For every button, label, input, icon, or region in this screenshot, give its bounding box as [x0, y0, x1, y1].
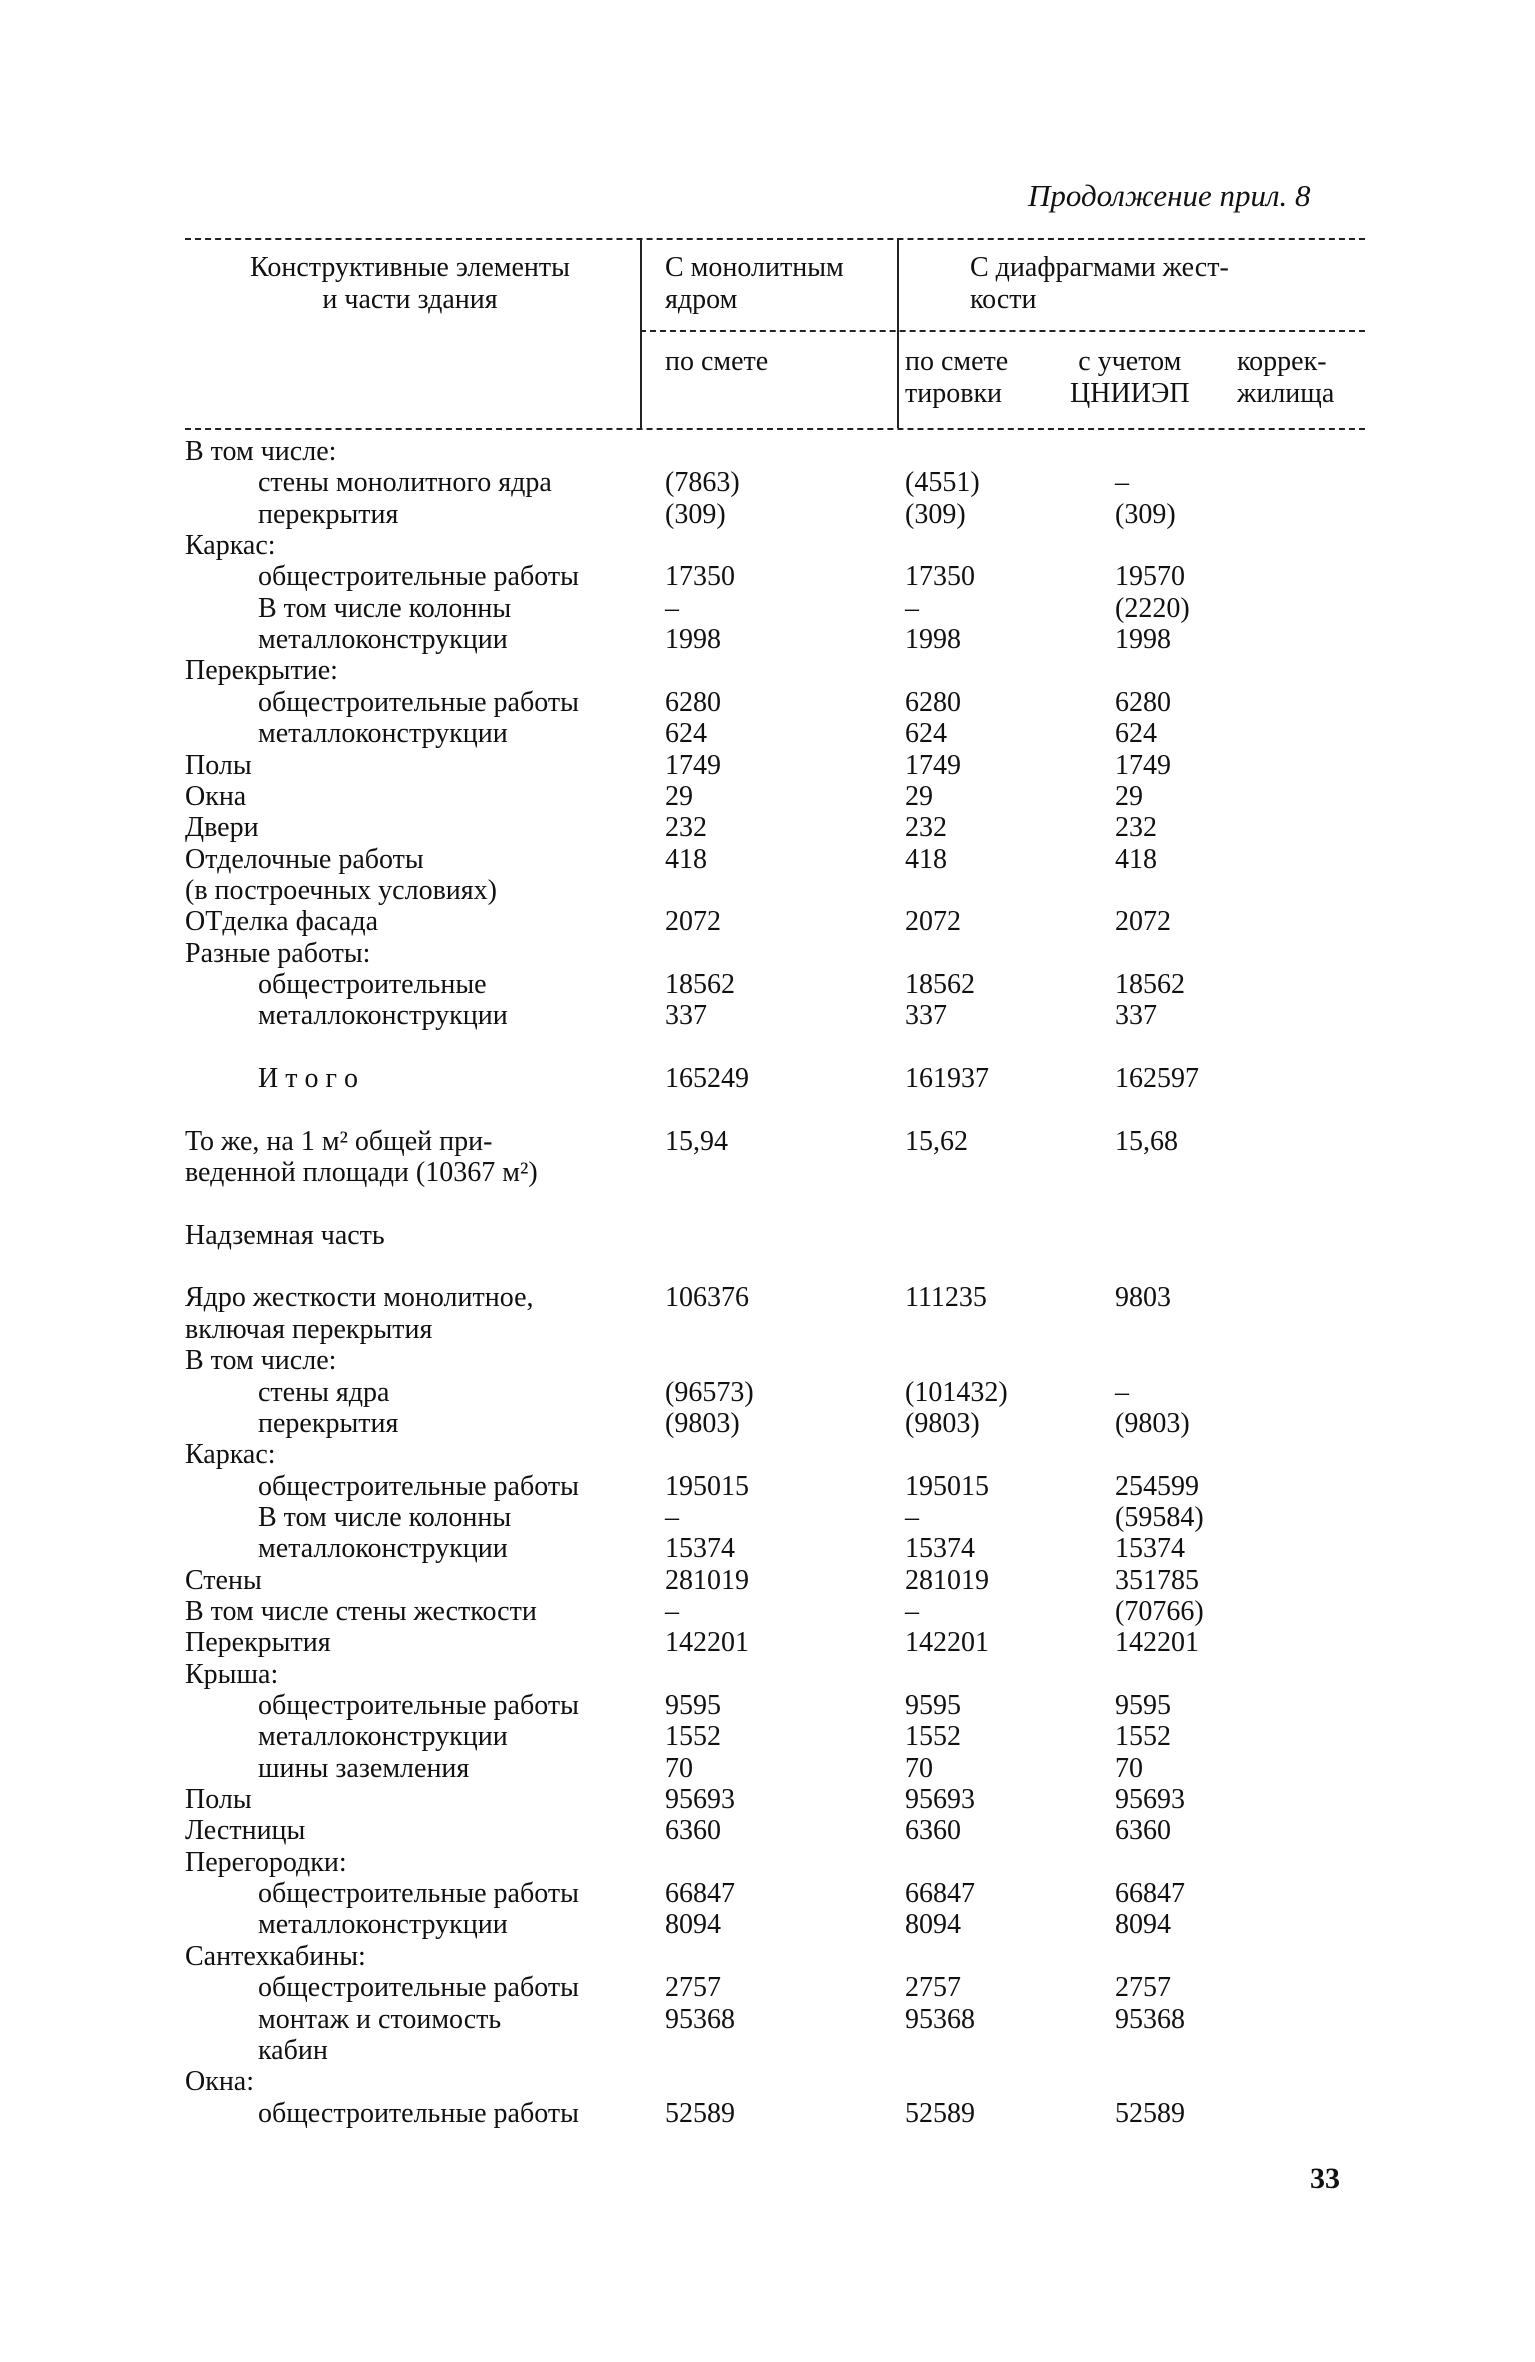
header-col-elements-line1: Конструктивные элементы — [250, 252, 570, 283]
row-value-2: (9803) — [905, 1408, 980, 1439]
table-row — [0, 1220, 1535, 1252]
row-value-2: 232 — [905, 812, 947, 843]
row-value-1: 17350 — [665, 561, 735, 592]
header-sub-a-line1: по смете — [905, 346, 1009, 377]
row-value-1: – — [665, 1502, 679, 1533]
row-value-1: 165249 — [665, 1063, 749, 1094]
row-value-1: 6360 — [665, 1815, 721, 1846]
row-label: металлоконструкции — [258, 1909, 508, 1940]
row-value-1: 15374 — [665, 1533, 735, 1564]
header-col-monolithic-line2: ядром — [665, 284, 738, 315]
table-row — [0, 718, 1535, 750]
table-row — [0, 593, 1535, 625]
row-value-2: 281019 — [905, 1565, 989, 1596]
table-row — [0, 1157, 1535, 1189]
row-value-3: 351785 — [1115, 1565, 1199, 1596]
header-col-diaphragm-line2: кости — [970, 284, 1037, 315]
row-value-1: 15,94 — [665, 1126, 728, 1157]
row-value-2: 70 — [905, 1753, 933, 1784]
row-label: В том числе стены жесткости — [185, 1596, 537, 1627]
row-value-1: 52589 — [665, 2098, 735, 2129]
row-value-2: (4551) — [905, 467, 980, 498]
row-label: Надземная часть — [185, 1220, 385, 1251]
row-value-2: 15,62 — [905, 1126, 968, 1157]
header-col-elements-line2: и части здания — [322, 284, 498, 315]
row-label: Перекрытие: — [185, 655, 338, 686]
header-col-diaphragm-line1: С диафрагмами жест- — [970, 252, 1229, 283]
row-value-3: 6280 — [1115, 687, 1171, 718]
table-row — [0, 1596, 1535, 1628]
table-row — [0, 467, 1535, 499]
row-value-3: 232 — [1115, 812, 1157, 843]
row-value-2: 17350 — [905, 561, 975, 592]
table-row — [0, 1659, 1535, 1691]
row-value-2: 66847 — [905, 1878, 975, 1909]
row-label: Сантехкабины: — [185, 1941, 366, 1972]
row-value-2: 2072 — [905, 906, 961, 937]
row-value-1: 1998 — [665, 624, 721, 655]
row-label: металлоконструкции — [258, 1533, 508, 1564]
row-label: Стены — [185, 1565, 262, 1596]
row-label: перекрытия — [258, 1408, 399, 1439]
table-row — [0, 1032, 1535, 1064]
row-value-1: 2072 — [665, 906, 721, 937]
row-label: общестроительные работы — [258, 687, 579, 718]
row-label: Двери — [185, 812, 259, 843]
row-value-1: 418 — [665, 844, 707, 875]
row-value-3: 418 — [1115, 844, 1157, 875]
table-row — [0, 875, 1535, 907]
row-value-2: 418 — [905, 844, 947, 875]
row-value-3: (70766) — [1115, 1596, 1204, 1627]
row-value-1: – — [665, 1596, 679, 1627]
row-value-2: 15374 — [905, 1533, 975, 1564]
table-row — [0, 1063, 1535, 1095]
row-value-3: 18562 — [1115, 969, 1185, 1000]
continuation-label: Продолжение прил. 8 — [1028, 178, 1311, 213]
row-value-2: 6280 — [905, 687, 961, 718]
table-row — [0, 750, 1535, 782]
row-label: общестроительные работы — [258, 1878, 579, 1909]
row-value-3: 52589 — [1115, 2098, 1185, 2129]
table-row — [0, 499, 1535, 531]
row-label: (в построечных условиях) — [185, 875, 497, 906]
header-col-diaphragm-sub-c — [1237, 346, 1334, 410]
row-value-3: 15374 — [1115, 1533, 1185, 1564]
row-value-3: 624 — [1115, 718, 1157, 749]
row-label: общестроительные работы — [258, 1471, 579, 1502]
row-label: шины заземления — [258, 1753, 470, 1784]
table-row — [0, 1251, 1535, 1283]
row-value-3: 70 — [1115, 1753, 1143, 1784]
row-value-1: 2757 — [665, 1972, 721, 2003]
row-value-1: 195015 — [665, 1471, 749, 1502]
table-row — [0, 624, 1535, 656]
row-value-3: 2072 — [1115, 906, 1171, 937]
row-value-2: 161937 — [905, 1063, 989, 1094]
row-value-2: 95368 — [905, 2004, 975, 2035]
row-value-3: 9595 — [1115, 1690, 1171, 1721]
row-value-3: (59584) — [1115, 1502, 1204, 1533]
row-value-3: (9803) — [1115, 1408, 1190, 1439]
row-value-1: 1749 — [665, 750, 721, 781]
row-value-3: (309) — [1115, 499, 1176, 530]
table-row — [0, 1627, 1535, 1659]
row-label: металлоконструкции — [258, 718, 508, 749]
table-row — [0, 938, 1535, 970]
row-value-2: 95693 — [905, 1784, 975, 1815]
row-value-2: 142201 — [905, 1627, 989, 1658]
header-col-diaphragm-sub-a — [905, 346, 1008, 410]
row-label: Лестницы — [185, 1815, 306, 1846]
row-label: В том числе: — [185, 1345, 337, 1376]
row-value-1: 95693 — [665, 1784, 735, 1815]
table-row — [0, 1533, 1535, 1565]
row-value-2: (309) — [905, 499, 966, 530]
row-value-1: 29 — [665, 781, 693, 812]
header-sub-c-line2: жилища — [1237, 378, 1335, 409]
row-value-1: (9803) — [665, 1408, 740, 1439]
row-value-2: 29 — [905, 781, 933, 812]
header-col-diaphragm — [970, 252, 1229, 316]
header-sub-rule — [640, 330, 1365, 332]
row-value-1: 337 — [665, 1000, 707, 1031]
row-label: В том числе колонны — [258, 1502, 512, 1533]
row-label: общестроительные работы — [258, 2098, 579, 2129]
row-label: И т о г о — [258, 1063, 358, 1094]
row-value-1: 18562 — [665, 969, 735, 1000]
row-label: стены монолитного ядра — [258, 467, 552, 498]
row-label: перекрытия — [258, 499, 399, 530]
row-value-1: 70 — [665, 1753, 693, 1784]
row-value-2: 1749 — [905, 750, 961, 781]
row-label: Окна — [185, 781, 247, 812]
row-label: монтаж и стоимость — [258, 2004, 502, 2035]
table-row — [0, 1753, 1535, 1785]
row-label: общестроительные работы — [258, 561, 579, 592]
header-col-elements — [185, 252, 635, 316]
row-value-2: 9595 — [905, 1690, 961, 1721]
table-row — [0, 1345, 1535, 1377]
row-value-1: 8094 — [665, 1909, 721, 1940]
row-value-2: 2757 — [905, 1972, 961, 2003]
row-value-1: 624 — [665, 718, 707, 749]
row-label: общестроительные работы — [258, 1690, 579, 1721]
table-row — [0, 906, 1535, 938]
row-value-1: 9595 — [665, 1690, 721, 1721]
table-row — [0, 1377, 1535, 1409]
table-row — [0, 655, 1535, 687]
row-label: Каркас: — [185, 1439, 276, 1470]
row-value-2: 1998 — [905, 624, 961, 655]
row-value-3: 337 — [1115, 1000, 1157, 1031]
row-value-3: 15,68 — [1115, 1126, 1178, 1157]
row-label: включая перекрытия — [185, 1314, 433, 1345]
table-row — [0, 1815, 1535, 1847]
row-value-3: 8094 — [1115, 1909, 1171, 1940]
row-value-1: 66847 — [665, 1878, 735, 1909]
table-row — [0, 1690, 1535, 1722]
row-value-1: 95368 — [665, 2004, 735, 2035]
header-divider-1 — [640, 238, 642, 428]
row-value-3: 95693 — [1115, 1784, 1185, 1815]
row-label: ОТделка фасада — [185, 906, 379, 937]
row-value-1: 232 — [665, 812, 707, 843]
row-value-2: 8094 — [905, 1909, 961, 1940]
row-value-3: 19570 — [1115, 561, 1185, 592]
row-value-2: 1552 — [905, 1721, 961, 1752]
row-label: Крыша: — [185, 1659, 279, 1690]
table-row — [0, 687, 1535, 719]
row-value-2: 337 — [905, 1000, 947, 1031]
table-row — [0, 2098, 1535, 2130]
row-label: общестроительные работы — [258, 1972, 579, 2003]
table-row — [0, 1972, 1535, 2004]
row-label: Перегородки: — [185, 1847, 347, 1878]
row-value-3: 1552 — [1115, 1721, 1171, 1752]
row-label: Полы — [185, 1784, 252, 1815]
table-row — [0, 1721, 1535, 1753]
table-row — [0, 1784, 1535, 1816]
header-col-diaphragm-sub-b — [1070, 346, 1190, 410]
row-label: общестроительные — [258, 969, 487, 1000]
page-number: 33 — [1310, 2162, 1340, 2195]
header-sub-b-line2: ЦНИИЭП — [1070, 378, 1190, 409]
header-divider-2 — [897, 238, 899, 428]
header-sub-a-line2: тировки — [905, 378, 1003, 409]
row-value-1: 281019 — [665, 1565, 749, 1596]
row-value-1: (309) — [665, 499, 726, 530]
table-row — [0, 812, 1535, 844]
row-value-1: 6280 — [665, 687, 721, 718]
table-row — [0, 1909, 1535, 1941]
row-label: металлоконструкции — [258, 1000, 508, 1031]
row-label: Отделочные работы — [185, 844, 424, 875]
row-value-3: 95368 — [1115, 2004, 1185, 2035]
row-value-2: – — [905, 1502, 919, 1533]
row-value-3: 254599 — [1115, 1471, 1199, 1502]
row-label: металлоконструкции — [258, 624, 508, 655]
row-value-2: 52589 — [905, 2098, 975, 2129]
header-col-monolithic-line1: С монолитным — [665, 252, 844, 283]
row-value-1: (7863) — [665, 467, 740, 498]
row-value-3: 9803 — [1115, 1282, 1171, 1313]
row-value-2: 111235 — [905, 1282, 987, 1313]
table-row — [0, 781, 1535, 813]
table-row — [0, 1439, 1535, 1471]
row-value-2: 18562 — [905, 969, 975, 1000]
row-value-3: 29 — [1115, 781, 1143, 812]
row-value-3: 6360 — [1115, 1815, 1171, 1846]
row-label: В том числе колонны — [258, 593, 512, 624]
row-label: стены ядра — [258, 1377, 390, 1408]
table-row — [0, 1282, 1535, 1314]
row-value-2: 624 — [905, 718, 947, 749]
row-label: Ядро жесткости монолитное, — [185, 1282, 534, 1313]
table-row — [0, 1000, 1535, 1032]
table-row — [0, 1126, 1535, 1158]
row-value-1: 106376 — [665, 1282, 749, 1313]
row-value-3: (2220) — [1115, 593, 1190, 624]
row-label: Каркас: — [185, 530, 276, 561]
header-col-monolithic-sub: по смете — [665, 346, 769, 377]
row-label: Разные работы: — [185, 938, 371, 969]
row-value-1: 1552 — [665, 1721, 721, 1752]
table-row — [0, 1502, 1535, 1534]
row-value-1: (96573) — [665, 1377, 754, 1408]
row-value-3: 2757 — [1115, 1972, 1171, 2003]
row-value-2: (101432) — [905, 1377, 1008, 1408]
row-value-2: – — [905, 593, 919, 624]
table-row — [0, 1094, 1535, 1126]
row-value-2: 6360 — [905, 1815, 961, 1846]
table-row — [0, 2004, 1535, 2036]
header-col-monolithic — [665, 252, 844, 316]
table-row — [0, 1847, 1535, 1879]
row-label: То же, на 1 м² общей при- — [185, 1126, 493, 1157]
table-row — [0, 2066, 1535, 2098]
table-row — [0, 1314, 1535, 1346]
row-value-3: – — [1115, 467, 1129, 498]
row-value-2: – — [905, 1596, 919, 1627]
header-sub-c-line1: коррек- — [1237, 346, 1327, 377]
header-sub-b-line1: с учетом — [1078, 346, 1182, 377]
row-label: В том числе: — [185, 436, 337, 467]
row-value-3: 142201 — [1115, 1627, 1199, 1658]
table-row — [0, 2035, 1535, 2067]
row-value-3: 66847 — [1115, 1878, 1185, 1909]
row-value-3: 1749 — [1115, 750, 1171, 781]
table-row — [0, 1941, 1535, 1973]
row-label: металлоконструкции — [258, 1721, 508, 1752]
table-row — [0, 844, 1535, 876]
row-label: Перекрытия — [185, 1627, 331, 1658]
table-row — [0, 1408, 1535, 1440]
table-row — [0, 561, 1535, 593]
table-row — [0, 1471, 1535, 1503]
row-value-3: 1998 — [1115, 624, 1171, 655]
row-value-3: – — [1115, 1377, 1129, 1408]
row-label: веденной площади (10367 м²) — [185, 1157, 538, 1188]
row-value-1: – — [665, 593, 679, 624]
table-row — [0, 969, 1535, 1001]
table-row — [0, 436, 1535, 468]
row-value-3: 162597 — [1115, 1063, 1199, 1094]
table-row — [0, 1878, 1535, 1910]
header-bottom-rule — [185, 428, 1365, 430]
row-label: кабин — [258, 2035, 328, 2066]
row-label: Полы — [185, 750, 252, 781]
table-row — [0, 530, 1535, 562]
row-label: Окна: — [185, 2066, 255, 2097]
row-value-2: 195015 — [905, 1471, 989, 1502]
table-row — [0, 1188, 1535, 1220]
table-top-rule — [185, 238, 1365, 240]
table-row — [0, 1565, 1535, 1597]
row-value-1: 142201 — [665, 1627, 749, 1658]
